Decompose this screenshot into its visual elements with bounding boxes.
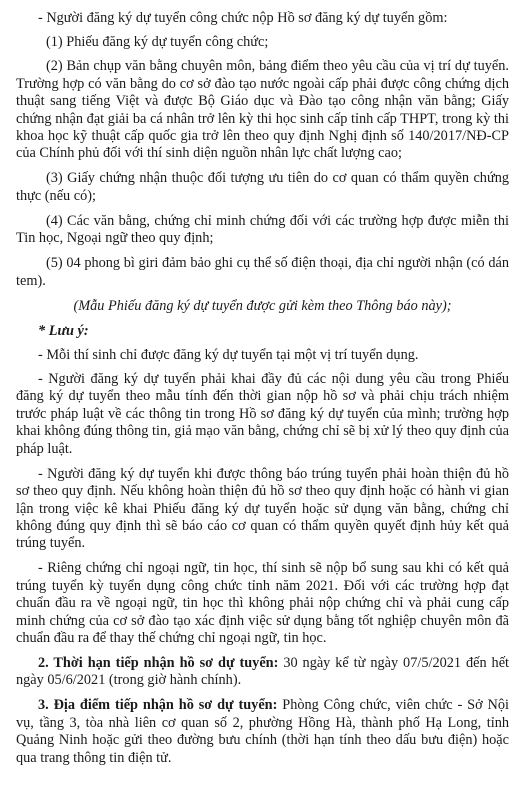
section-3-heading: 3. Địa điểm tiếp nhận hồ sơ dự tuyển: — [38, 697, 278, 714]
paragraph-application-documents: - Người đăng ký dự tuyển công chức nộp Hồ sơ đăng ký dự tuyển gồm: — [38, 10, 448, 26]
form-attachment-note: (Mẫu Phiếu đăng ký dự tuyển được gửi kèm theo Thông báo này); — [73, 297, 452, 314]
list-item-3: (3) Giấy chứng nhận thuộc đối tượng ưu tiên do cơ quan có thẩm quyền chứng thực (nếu có); — [16, 170, 509, 204]
list-item-5: (5) 04 phong bì giri đảm bảo ghi cụ thể số điện thoại, địa chỉ người nhận (có dán tem). — [16, 255, 509, 289]
section-2-text: 30 ngày kể từ ngày 07/5/2021 đến hết ngày 05/6/2021 (trong giờ hành chính). — [16, 654, 510, 689]
note-certificates: - Riêng chứng chỉ ngoại ngữ, tin học, thí sinh sẽ nộp bổ sung sau khi có kết quả trúng tuyển kỳ tuyển dụng công chức tỉnh năm 2021. Đối với các trường hợp đạt chuẩn đầu ra về ngoại ngữ, tin học thì không phải nộp chứng chỉ và phải cung cấp minh chứng của cơ sở đào tạo xác định việc sử dụng bằng tốt nghiệp chuyên môn đã chuẩn đầu ra để thay thế chứng chỉ ngoại ngữ, tin học. — [16, 560, 509, 646]
list-item-4: (4) Các văn bằng, chứng chỉ minh chứng đối với các trường hợp được miễn thi Tin học, Ngoại ngữ theo quy định; — [16, 212, 509, 247]
section-2-heading: 2. Thời hạn tiếp nhận hồ sơ dự tuyển: — [38, 654, 279, 671]
section-3-text: Phòng Công chức, viên chức - Sở Nội vụ, tầng 3, tòa nhà liên cơ quan số 2, phường Hồng Hà, thành phố Hạ Long, tỉnh Quảng Ninh hoặc gửi theo đường bưu chính (thời hạn tính theo dấu bưu điện) hoặc qua trang thông tin điện tử. — [16, 697, 509, 766]
note-declaration: - Người đăng ký dự tuyển phải khai đầy đủ các nội dung yêu cầu trong Phiếu đăng ký dự tuyển theo mẫu tính đến thời gian nộp hồ sơ và phải chịu trách nhiệm trước pháp luật về các thông tin trong Hồ sơ đăng ký dự tuyển của mình; trường hợp khai không đúng thông tin, giả mạo văn bằng, chứng chỉ sẽ bị xử lý theo quy định của pháp luật. — [16, 371, 509, 457]
section-2-deadline — [16, 655, 509, 690]
note-one-position: - Mỗi thí sinh chỉ được đăng ký dự tuyển tại một vị trí tuyển dụng. — [38, 346, 419, 363]
section-3-location — [16, 697, 509, 767]
note-heading: * Lưu ý: — [38, 322, 89, 339]
list-item-2: (2) Bản chụp văn bằng chuyên môn, bảng điểm theo yêu cầu của vị trí dự tuyển. Trường hợp có văn bằng do cơ sở đào tạo nước ngoài cấp phải được công chứng dịch thuật sang tiếng Việt và được Bộ Giáo dục và Đào tạo công nhận văn bằng; Giấy chứng nhận đạt giải ba cá nhân trở lên kỳ thi học sinh cấp tỉnh cấp THPT, trong kỳ thi khoa học kỹ thuật cấp quốc gia trở lên theo quy định Nghị định số 140/2017/NĐ-CP của Chính phủ đối với thí sinh diện nguồn nhân lực chất lượng cao; — [16, 58, 509, 162]
list-item-1: (1) Phiếu đăng ký dự tuyển công chức; — [46, 34, 269, 51]
note-complete-dossier: - Người đăng ký dự tuyển khi được thông báo trúng tuyển phải hoàn thiện đủ hồ sơ theo quy định. Nếu không hoàn thiện đủ hồ sơ theo quy định hoặc có hành vi gian lận trong việc kê khai Phiếu đăng ký dự tuyển hoặc sử dụng văn bằng, chứng chỉ không đúng quy định thì sẽ báo cáo cơ quan có thẩm quyền quyết định hủy kết quả trúng tuyển. — [16, 465, 509, 552]
